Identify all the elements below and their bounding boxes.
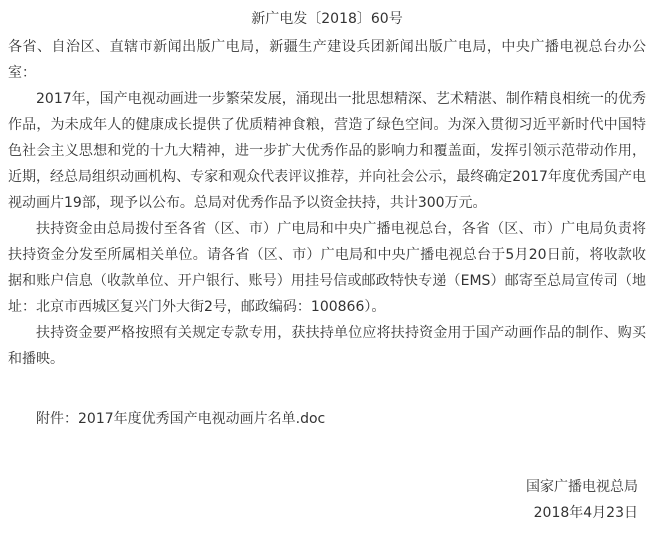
paragraph-3: 扶持资金要严格按照有关规定专款专用，获扶持单位应将扶持资金用于国产动画作品的制作、购买和播映。 [8, 325, 646, 367]
recipients-line: 各省、自治区、直辖市新闻出版广电局，新疆生产建设兵团新闻出版广电局，中央广播电视总台办公室： [8, 39, 646, 81]
issue-date: 2018年4月23日 [533, 505, 638, 521]
document-body [8, 6, 646, 432]
paragraph-1: 2017年，国产电视动画进一步繁荣发展，涌现出一批思想精深、艺术精湛、制作精良相统一的优秀作品，为未成年人的健康成长提供了优质精神食粮，营造了绿色空间。为深入贯彻习近平新时代中国特色社会主义思想和党的十九大精神，进一步扩大优秀作品的影响力和覆盖面，发挥引领示范带动作用，近期，经总局组织动画机构、专家和观众代表评议推荐，并向社会公示，最终确定2017年度优秀国产电视动画片19部，现予以公布。总局对优秀作品予以资金扶持，共计300万元。 [8, 91, 646, 211]
signature-block [526, 474, 638, 526]
attachment-label: 附件： [36, 411, 78, 427]
attachment-link[interactable]: 2017年度优秀国产电视动画片名单.doc [78, 411, 326, 427]
document-number: 新广电发〔2018〕60号 [251, 11, 403, 27]
issuer-name: 国家广播电视总局 [526, 479, 638, 495]
attachment-line [8, 406, 646, 432]
paragraph-2: 扶持资金由总局拨付至各省（区、市）广电局和中央广播电视总台，各省（区、市）广电局负责将扶持资金分发至所属相关单位。请各省（区、市）广电局和中央广播电视总台于5月20日前，将收款收据和账户信息（收款单位、开户银行、账号）用挂号信或邮政特快专递（EMS）邮寄至总局宣传司（地址：北京市西城区复兴门外大街2号，邮政编码：100866）。 [8, 221, 646, 315]
